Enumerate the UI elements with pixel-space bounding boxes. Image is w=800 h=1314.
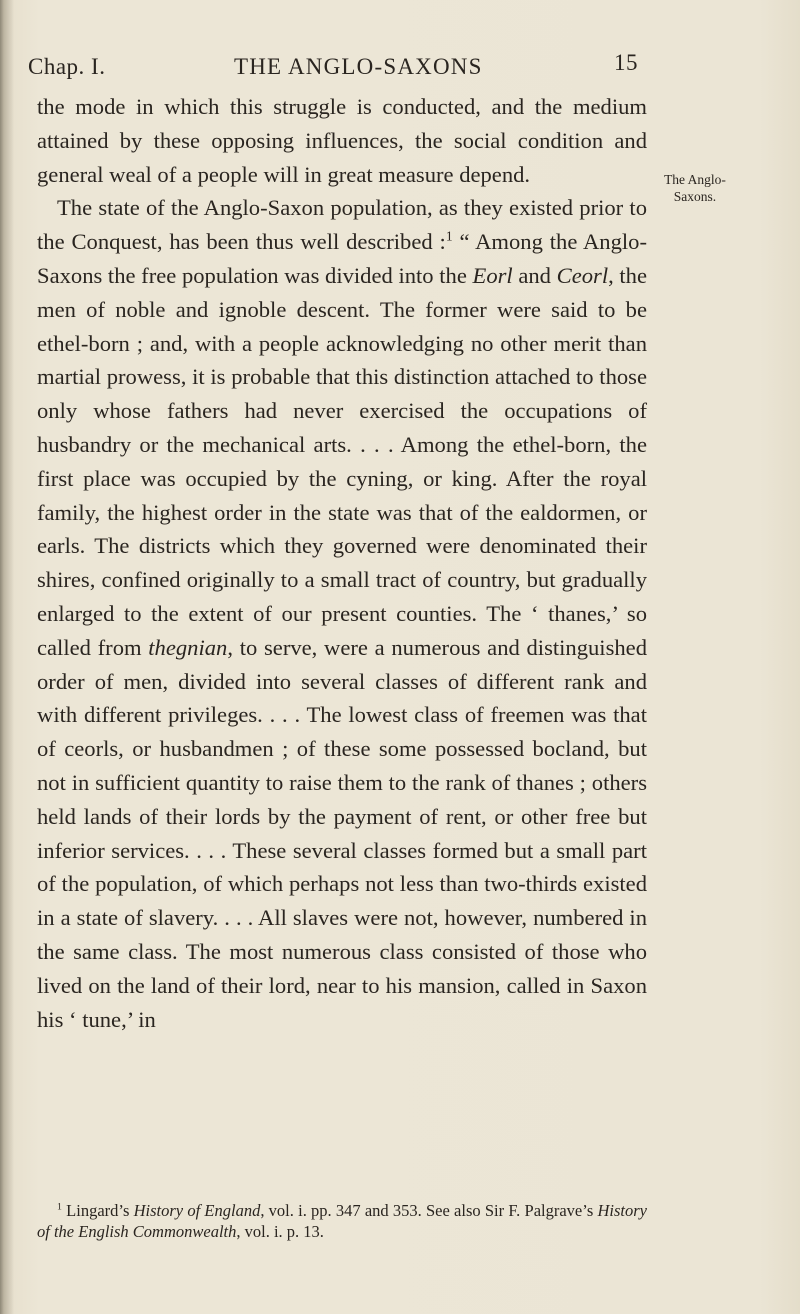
paragraph-2-part-e: , to serve, were a numerous and distinguished order of men, divided into several classes of different rank and with different privileges. . . . The lowest class of freemen was that of ceorls, or husbandmen ; of these some possessed bocland, but not in sufficient quantity to raise them to the rank of thanes ; others held lands of their lords by the payment of rent, or other free but inferior services. . . . These several classes formed but a small part of the population, of which perhaps not less than two-thirds existed in a state of slavery. . . . All slaves were not, however, numbered in the same class. The most numerous class consisted of those who lived on the land of their lord, near to his mansion, called in Saxon his ‘ tune,’ in — [37, 634, 647, 1032]
margin-sidenote: The Anglo-Saxons. — [664, 172, 726, 204]
footnote-text-a: Lingard’s — [61, 1201, 134, 1220]
main-text — [37, 90, 647, 1036]
footnotes — [37, 1200, 647, 1242]
paragraph-2-part-c: and — [512, 262, 557, 288]
paragraph-2-part-b: “ Among the Anglo-Saxons the free population was divided into the — [37, 229, 647, 288]
footnote-1 — [37, 1200, 647, 1242]
paragraph-1: the mode in which this struggle is conducted, and the medium attained by these opposing influences, the social condition and general weal of a people will in great measure depend. — [37, 94, 647, 187]
footnote-marker-1: 1 — [57, 1201, 62, 1213]
footnote-text-b: , vol. i. pp. 347 and 353. See also Sir F. Palgrave’s — [260, 1201, 598, 1220]
running-header — [28, 50, 638, 82]
footnote-title-palgrave: History of the English Commonwealth — [37, 1201, 647, 1241]
footnote-text-c: , vol. i. p. 13. — [236, 1222, 324, 1241]
paragraph-2 — [37, 191, 647, 1036]
term-thegnian: thegnian — [148, 634, 228, 660]
running-title: THE ANGLO-SAXONS — [234, 54, 483, 79]
page-number: 15 — [614, 50, 638, 75]
term-ceorl: Ceorl — [556, 262, 609, 288]
chapter-label: Chap. I. — [28, 54, 106, 79]
paragraph-2-part-a: The state of the Anglo-Saxon population, as they existed prior to the Conquest, has been thus well described : — [37, 195, 647, 255]
page-gutter-shadow — [0, 0, 14, 1314]
footnote-ref-1[interactable]: 1 — [445, 228, 453, 244]
paragraph-2-part-d: , the men of noble and ignoble descent. The former were said to be ethel-born ; and, with a people acknowledging no other merit than martial prowess, it is probable that this distinction attached to those only whose fathers had never exercised the occupations of husbandry or the mechanical arts. . . . Among the ethel-born, the first place was occupied by the cyning, or king. After the royal family, the highest order in the state was that of the ealdormen, or earls. The districts which they governed were denominated their shires, confined originally to a small tract of country, but gradually enlarged to the extent of our present counties. The ‘ thanes,’ so called from — [37, 262, 647, 660]
term-eorl: Eorl — [472, 262, 513, 288]
footnote-title-lingard: History of England — [133, 1201, 261, 1220]
